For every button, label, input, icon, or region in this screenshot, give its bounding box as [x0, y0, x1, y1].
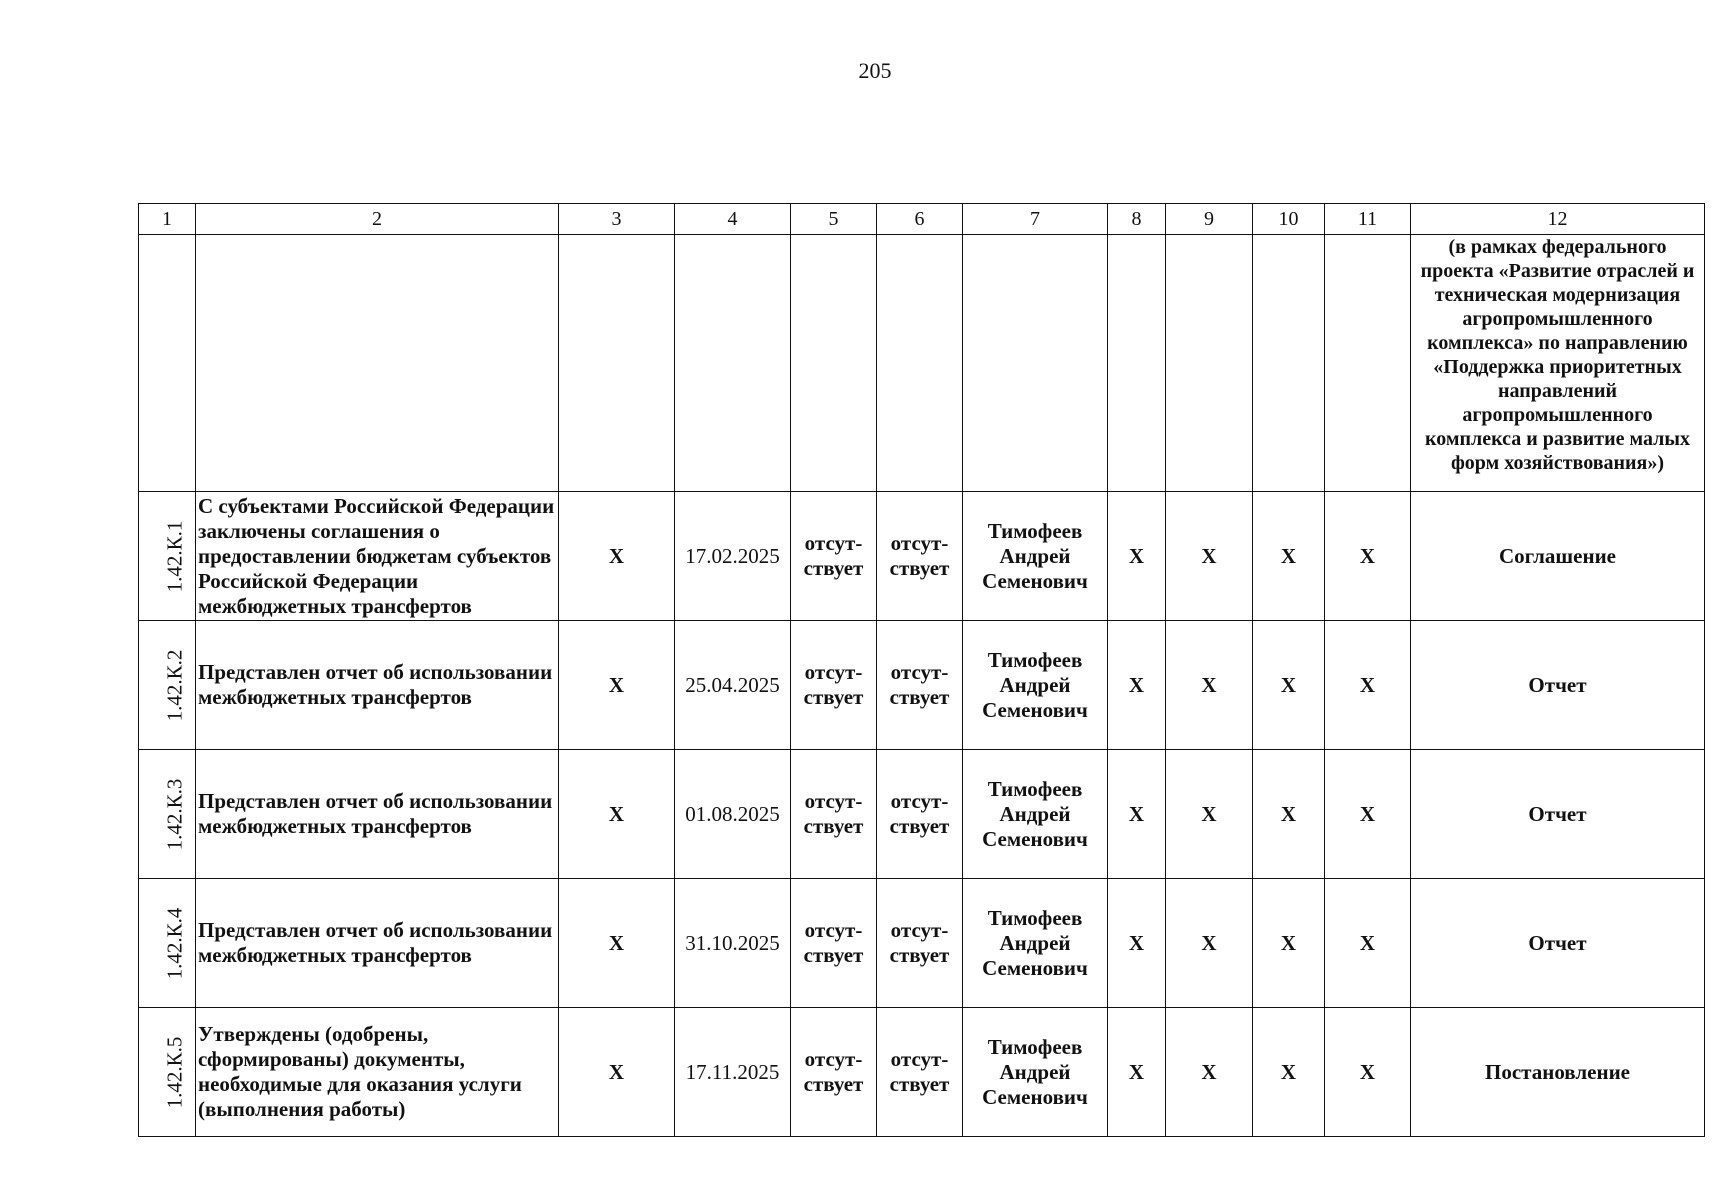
empty-cell [196, 235, 559, 492]
column-number: 7 [963, 204, 1108, 235]
x-mark: X [1325, 750, 1411, 879]
column-number-row [139, 204, 1705, 235]
column-number: 2 [196, 204, 559, 235]
absent-cell: отсут-ствует [877, 750, 963, 879]
x-mark: X [559, 1008, 675, 1137]
responsible-cell: Тимофеев Андрей Семенович [963, 621, 1108, 750]
document-cell: Постановление [1411, 1008, 1705, 1137]
empty-cell [1325, 235, 1411, 492]
federal-project-note: (в рамках федерального проекта «Развитие отраслей и техническая модернизация агропромышленного комплекса» по направлению «Поддержка приоритетных направлений агропромышленного комплекса и развитие малых форм хозяйствования») [1411, 235, 1705, 492]
description-cell: Представлен отчет об использовании межбюджетных трансфертов [196, 879, 559, 1008]
date-cell: 25.04.2025 [675, 621, 791, 750]
x-mark: X [559, 492, 675, 621]
empty-cell [877, 235, 963, 492]
absent-cell: отсут-ствует [791, 750, 877, 879]
description-cell: С субъектами Российской Федерации заключены соглашения о предоставлении бюджетам субъектов Российской Федерации межбюджетных трансфертов [196, 492, 559, 621]
row-code: 1.42.К.4 [162, 907, 187, 979]
continuation-row [139, 235, 1705, 492]
x-mark: X [1108, 879, 1166, 1008]
absent-cell: отсут-ствует [877, 1008, 963, 1137]
empty-cell [675, 235, 791, 492]
table-row [139, 621, 1705, 750]
x-mark: X [1325, 1008, 1411, 1137]
table-row [139, 879, 1705, 1008]
x-mark: X [1108, 621, 1166, 750]
x-mark: X [1253, 621, 1325, 750]
responsible-cell: Тимофеев Андрей Семенович [963, 492, 1108, 621]
column-number: 9 [1166, 204, 1253, 235]
x-mark: X [1108, 750, 1166, 879]
x-mark: X [1166, 1008, 1253, 1137]
x-mark: X [1166, 621, 1253, 750]
date-cell: 17.11.2025 [675, 1008, 791, 1137]
column-number: 4 [675, 204, 791, 235]
document-cell: Отчет [1411, 750, 1705, 879]
absent-cell: отсут-ствует [791, 1008, 877, 1137]
x-mark: X [559, 621, 675, 750]
x-mark: X [559, 879, 675, 1008]
document-cell: Соглашение [1411, 492, 1705, 621]
code-cell [139, 750, 196, 879]
table-row [139, 1008, 1705, 1137]
x-mark: X [1166, 750, 1253, 879]
x-mark: X [1108, 1008, 1166, 1137]
code-cell [139, 492, 196, 621]
x-mark: X [1325, 621, 1411, 750]
x-mark: X [1325, 492, 1411, 621]
responsible-cell: Тимофеев Андрей Семенович [963, 750, 1108, 879]
empty-cell [1166, 235, 1253, 492]
empty-cell [1253, 235, 1325, 492]
description-cell: Представлен отчет об использовании межбюджетных трансфертов [196, 750, 559, 879]
table-row [139, 492, 1705, 621]
responsible-cell: Тимофеев Андрей Семенович [963, 1008, 1108, 1137]
x-mark: X [1166, 492, 1253, 621]
absent-cell: отсут-ствует [791, 492, 877, 621]
code-cell [139, 621, 196, 750]
column-number: 5 [791, 204, 877, 235]
x-mark: X [1253, 492, 1325, 621]
column-number: 12 [1411, 204, 1705, 235]
empty-cell [791, 235, 877, 492]
absent-cell: отсут-ствует [877, 621, 963, 750]
column-number: 11 [1325, 204, 1411, 235]
empty-cell [139, 235, 196, 492]
x-mark: X [1108, 492, 1166, 621]
column-number: 3 [559, 204, 675, 235]
column-number: 6 [877, 204, 963, 235]
responsible-cell: Тимофеев Андрей Семенович [963, 879, 1108, 1008]
column-number: 10 [1253, 204, 1325, 235]
absent-cell: отсут-ствует [877, 879, 963, 1008]
description-cell: Утверждены (одобрены, сформированы) документы, необходимые для оказания услуги (выполнения работы) [196, 1008, 559, 1137]
absent-cell: отсут-ствует [791, 879, 877, 1008]
row-code: 1.42.К.1 [162, 520, 187, 592]
row-code: 1.42.К.2 [162, 649, 187, 721]
x-mark: X [1166, 879, 1253, 1008]
row-code: 1.42.К.3 [162, 778, 187, 850]
empty-cell [1108, 235, 1166, 492]
x-mark: X [559, 750, 675, 879]
code-cell [139, 879, 196, 1008]
column-number: 1 [139, 204, 196, 235]
x-mark: X [1253, 750, 1325, 879]
page-number: 205 [858, 58, 892, 83]
description-cell: Представлен отчет об использовании межбюджетных трансфертов [196, 621, 559, 750]
empty-cell [559, 235, 675, 492]
document-cell: Отчет [1411, 879, 1705, 1008]
absent-cell: отсут-ствует [791, 621, 877, 750]
empty-cell [963, 235, 1108, 492]
x-mark: X [1325, 879, 1411, 1008]
date-cell: 17.02.2025 [675, 492, 791, 621]
date-cell: 01.08.2025 [675, 750, 791, 879]
control-points-table [138, 203, 1705, 1137]
row-code: 1.42.К.5 [162, 1036, 187, 1108]
date-cell: 31.10.2025 [675, 879, 791, 1008]
code-cell [139, 1008, 196, 1137]
column-number: 8 [1108, 204, 1166, 235]
document-cell: Отчет [1411, 621, 1705, 750]
absent-cell: отсут-ствует [877, 492, 963, 621]
x-mark: X [1253, 879, 1325, 1008]
table-row [139, 750, 1705, 879]
x-mark: X [1253, 1008, 1325, 1137]
